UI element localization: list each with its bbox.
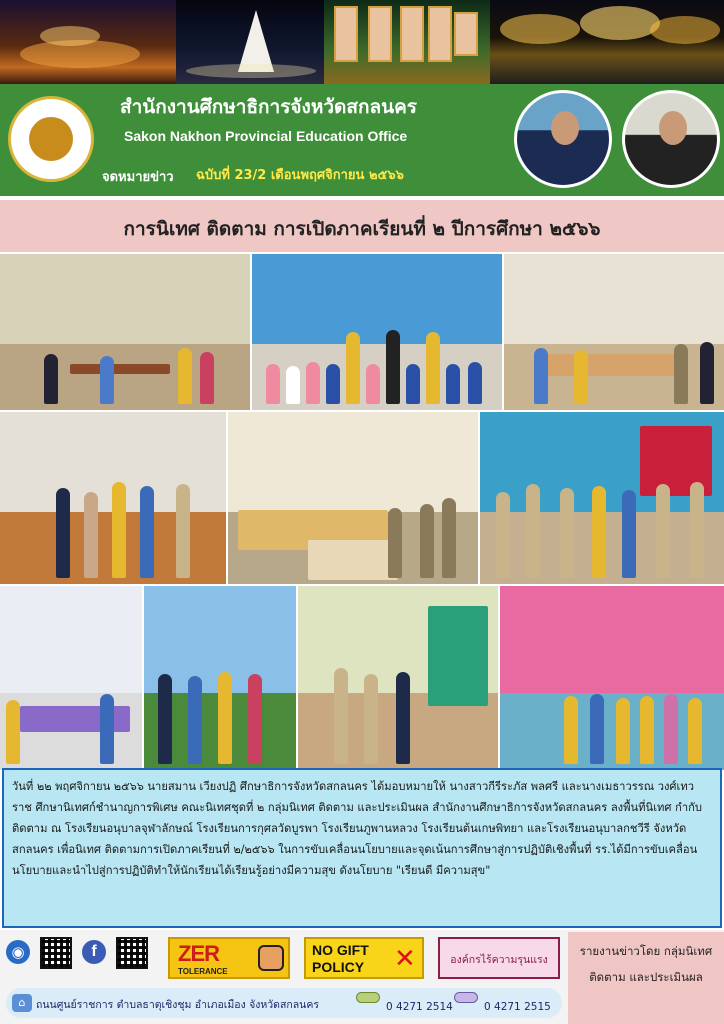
newsletter-header — [0, 84, 724, 196]
zero-tolerance-subtitle: TOLERANCE — [178, 967, 228, 976]
news-caption-box — [2, 768, 722, 928]
lake-lights-photo — [490, 0, 724, 84]
reporter-box — [568, 932, 724, 1024]
staff-group-photo — [0, 412, 226, 584]
meeting-table-photo — [228, 412, 478, 584]
gift-cross-icon: ✕ — [394, 944, 416, 974]
non-violence-org-badge — [438, 937, 560, 979]
facebook-icon[interactable]: f — [82, 940, 106, 964]
org-name-thai: สำนักงานศึกษาธิการจังหวัดสกลนคร — [120, 96, 418, 118]
org-name-english: Sakon Nakhon Provincial Education Office — [124, 128, 408, 144]
royal-portraits-photo — [324, 0, 490, 84]
article-title: การนิเทศ ติดตาม การเปิดภาคเรียนที่ ๒ ปีการศึกษา ๒๕๖๖ — [123, 218, 601, 240]
seal-emblem-icon — [29, 117, 73, 161]
zero-tolerance-badge — [168, 937, 290, 979]
school-children-photo — [252, 254, 502, 410]
news-caption-text: วันที่ ๒๒ พฤศจิกายน ๒๕๖๖ นายสมาน เวียงปฏิ ศึกษาธิการจังหวัดสกลนคร ได้มอบหมายให้ นางสาวกีรีระภัส พลศรี และนางเมธาวรรณ วงศ์เทวราช ศึกษานิเทศก์ชำนาญการพิเศษ คณะนิเทศชุดที่ ๒ กลุ่มนิเทศ ติดตาม และประเมินผล สำนักงานศึกษาธิการจังหวัดสกลนคร ลงพื้นที่นิเทศ กำกับ ติดตาม ณ โรงเรียนอนุบาลจุฬาลักษณ์ โรงเรียนการกุศลวัดบูรพา โรงเรียนภูพานหลวง โรงเรียนต้นเกษพิทยา และโรงเรียนอนุบาลกชวีรี จังหวัดสกลนคร เพื่อนิเทศ ติดตามการเปิดภาคเรียนที่ ๒/๒๕๖๖ ในการขับเคลื่อนนโยบายและจุดเน้นการศึกษาสู่การปฏิบัติเชิงพื้นที่ รร.ได้มีการขับเคลื่อนนโยบายและนำไปสู่การปฏิบัติทำให้นักเรียนได้เรียนรู้อย่างมีความสุข ดังนโยบาย "เรียนดี มีความสุข" — [12, 780, 702, 877]
telephone-icon — [356, 992, 380, 1003]
classroom-photo — [0, 254, 250, 410]
ministry-seal-logo — [8, 96, 94, 182]
temple-night-photo — [0, 0, 176, 84]
non-violence-org-label: องค์กรไร้ความรุนแรง — [450, 954, 548, 966]
newsletter-label: จดหมายข่าว — [102, 170, 174, 185]
bright-classroom-photo — [0, 586, 142, 770]
address-text: ถนนศูนย์ราชการ ตำบลธาตุเชิงชุม อำเภอเมือง จังหวัดสกลนคร — [36, 999, 320, 1011]
contact-bar — [6, 988, 562, 1018]
website-qr-code-icon[interactable] — [40, 937, 72, 969]
zero-tolerance-title: ZER — [178, 941, 219, 966]
director-portrait — [514, 90, 612, 188]
telephone-number: 0 4271 2514 — [386, 1001, 453, 1013]
globe-icon[interactable]: ◉ — [6, 940, 30, 964]
reporter-credit: รายงานข่าวโดย กลุ่มนิเทศ ติดตาม และประเมินผล — [579, 944, 713, 984]
outdoor-group-photo — [144, 586, 296, 770]
fax-number: 0 4271 2515 — [484, 1001, 551, 1013]
facebook-qr-code-icon[interactable] — [116, 937, 148, 969]
home-icon: ⌂ — [12, 994, 32, 1012]
school-sign-photo — [500, 586, 724, 770]
article-title-bar — [0, 200, 724, 252]
top-photo-strip — [0, 0, 724, 84]
fax-icon — [454, 992, 478, 1003]
photo-collage — [0, 252, 724, 770]
deputy-portrait — [622, 90, 720, 188]
meeting-room-photo — [504, 254, 724, 410]
no-gift-policy-label: NO GIFT POLICY — [312, 942, 369, 975]
issue-number: ฉบับที่ 23/2 เดือนพฤศจิกายน ๒๕๖๖ — [196, 168, 404, 183]
corridor-visit-photo — [298, 586, 498, 770]
white-stupa-photo — [176, 0, 324, 84]
fist-icon — [258, 945, 284, 971]
no-gift-policy-badge — [304, 937, 424, 979]
office-staff-photo — [480, 412, 724, 584]
